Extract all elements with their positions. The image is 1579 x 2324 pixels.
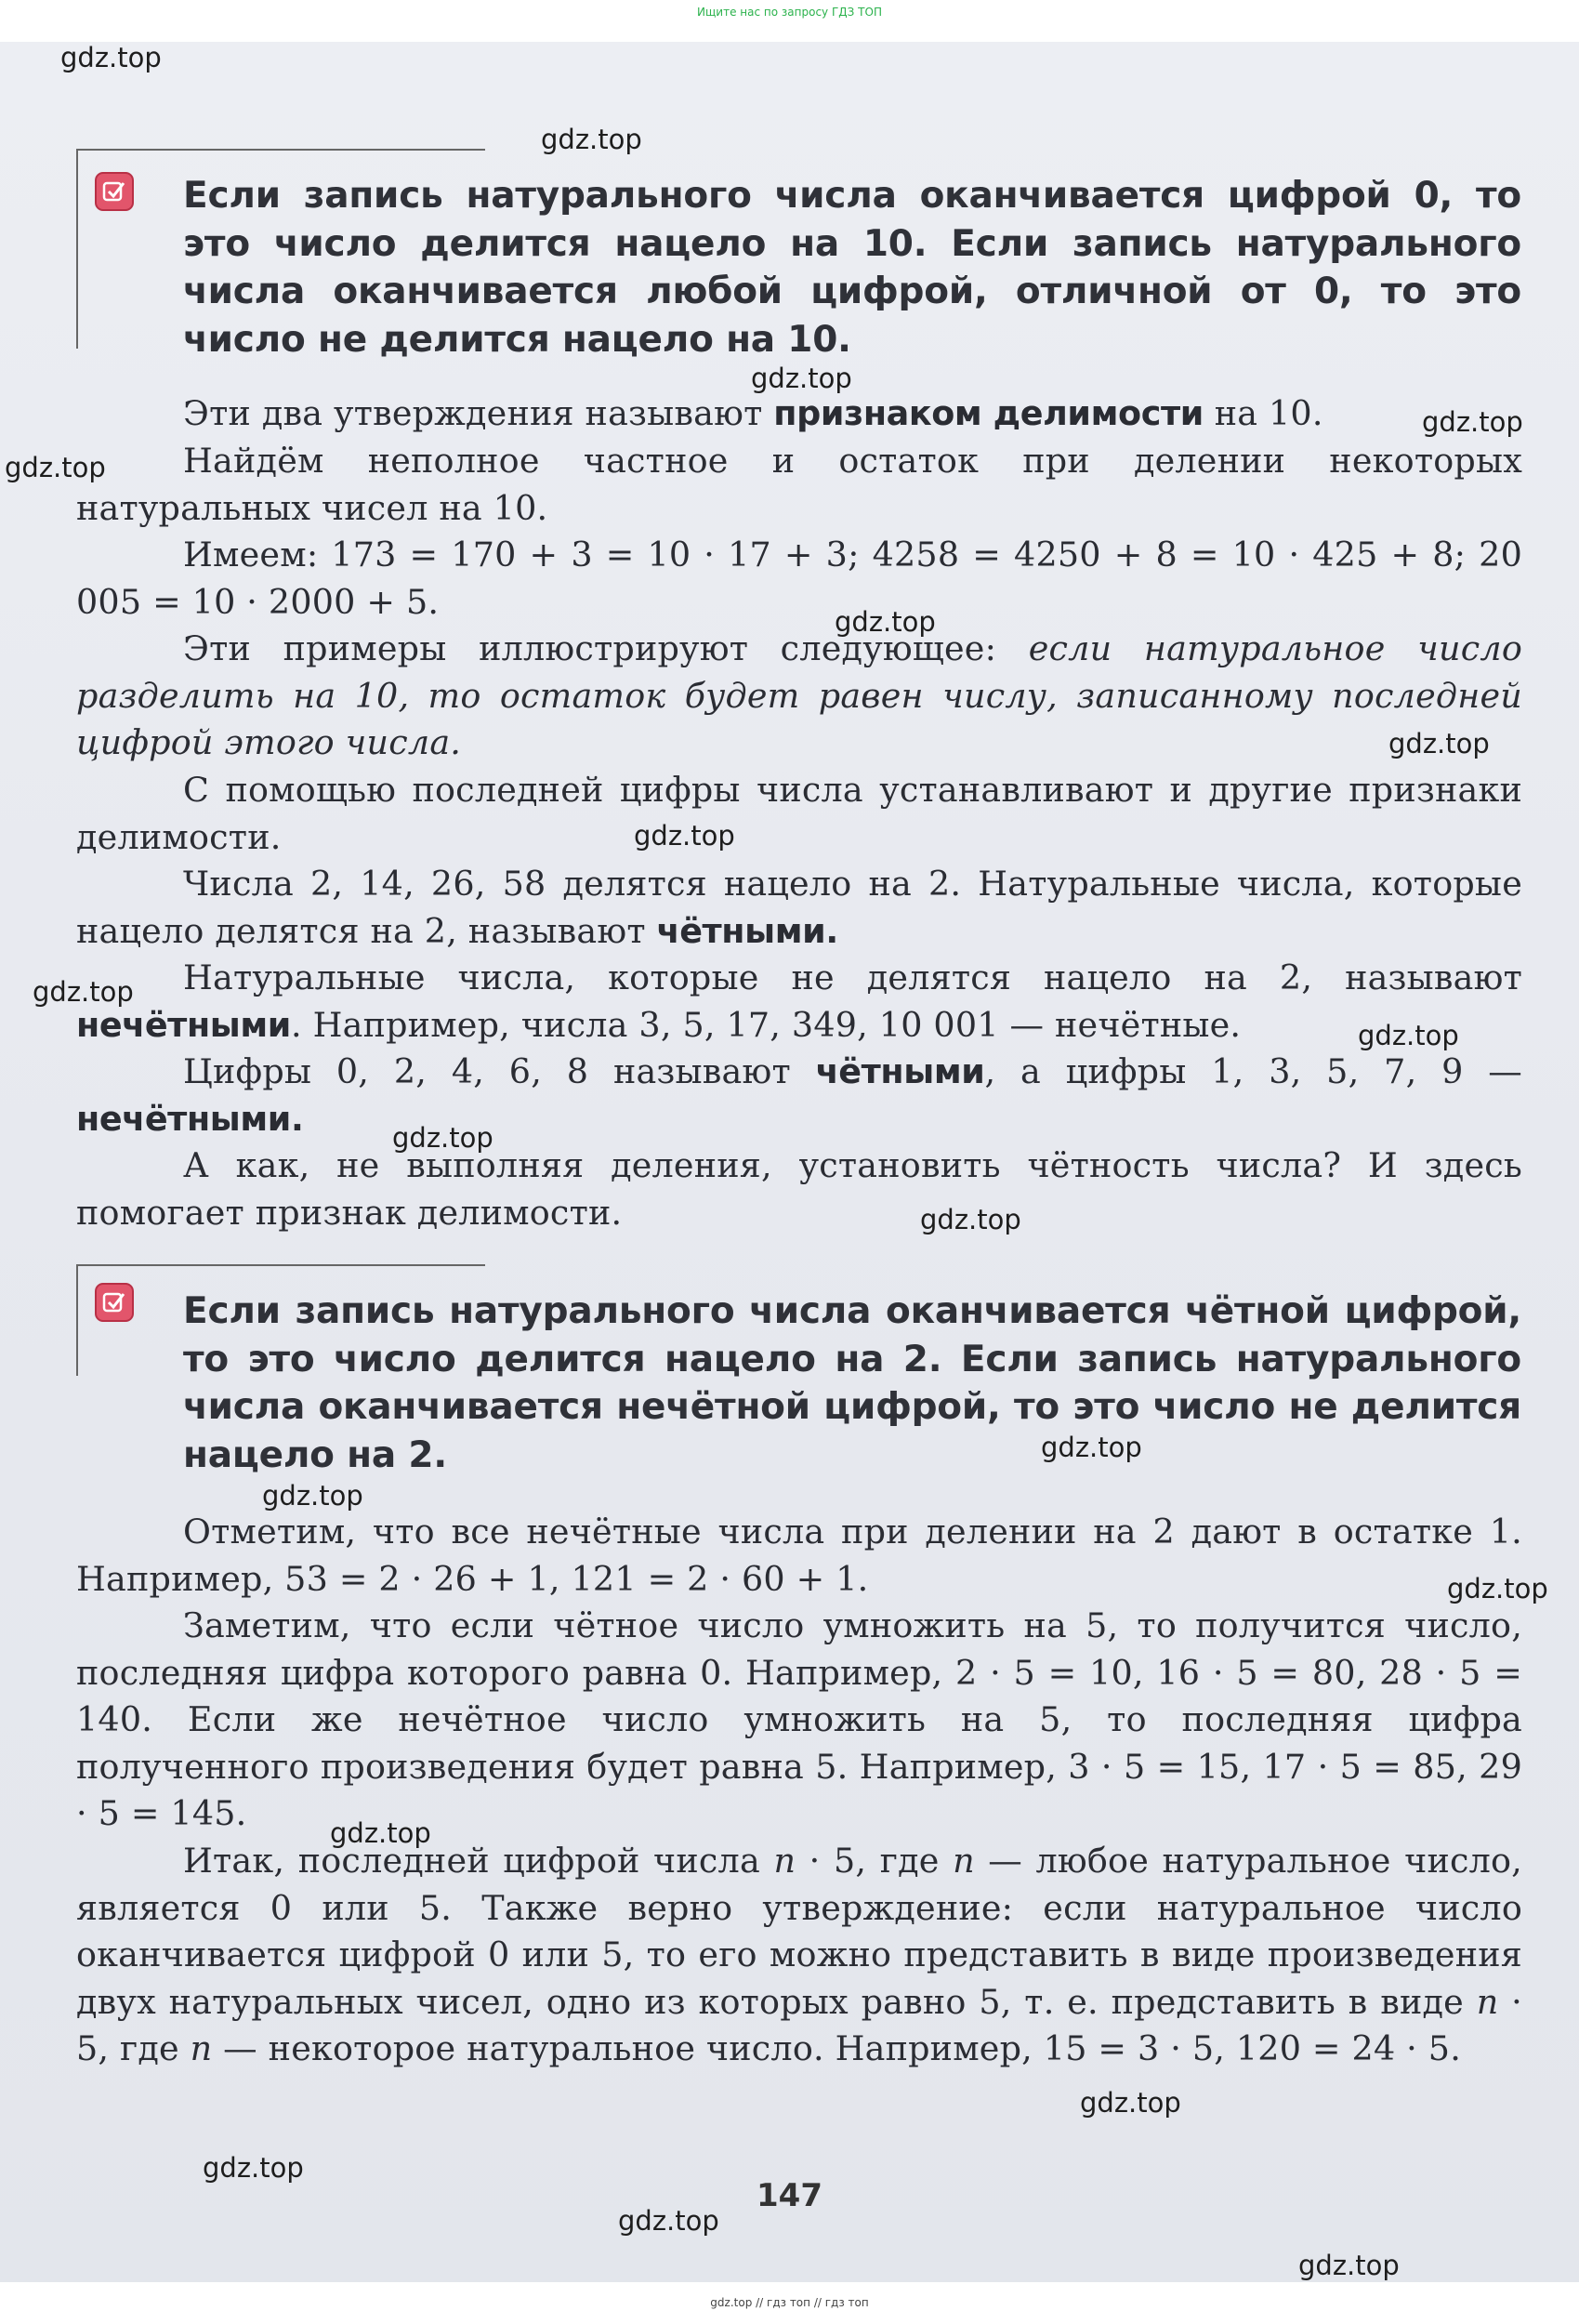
paragraph-examples: Имеем: 173 = 170 + 3 = 10 · 17 + 3; 4258 = 4250 + 8 = 10 · 425 + 8; 20 005 = 10 · 2000 + 5. xyxy=(76,535,1522,622)
paragraph-criterion-name: Эти два утверждения называют признаком делимости на 10. xyxy=(183,393,1323,433)
paragraph-remainder-rule: Эти примеры иллюстрируют следующее: если натуральное число разделить на 10, то остаток будет равен числу, записанному последней цифрой этого числа. xyxy=(76,628,1522,762)
watermark: gdz.top xyxy=(1080,2087,1181,2119)
watermark: gdz.top xyxy=(262,1480,363,1512)
rule-box-top-line xyxy=(76,149,485,151)
watermark: gdz.top xyxy=(634,820,735,852)
rule-check-icon xyxy=(95,172,134,211)
watermark: gdz.top xyxy=(1358,1020,1459,1051)
watermark: gdz.top xyxy=(541,124,642,155)
paragraph-even-numbers: Числа 2, 14, 26, 58 делятся нацело на 2. Натуральные числа, которые нацело делятся на 2, называют чётными. xyxy=(76,864,1522,951)
paragraph-other-criteria: С помощью последней цифры числа устанавливают и другие признаки делимости. xyxy=(76,770,1522,857)
paragraph-remainder-intro: Найдём неполное частное и остаток при делении некоторых натуральных чисел на 10. xyxy=(76,441,1522,528)
watermark: gdz.top xyxy=(1041,1432,1142,1463)
watermark: gdz.top xyxy=(1422,406,1523,438)
page-number: 147 xyxy=(757,2177,822,2214)
watermark: gdz.top xyxy=(1298,2250,1400,2281)
rule-text-divisibility-10: Если запись натурального числа оканчивается цифрой 0, то это число делится нацело на 10. Если запись натурального числа оканчивается любой цифрой, отличной от 0, то это число не делится нацело на 10. xyxy=(183,175,1521,361)
watermark: gdz.top xyxy=(33,976,134,1008)
paragraph-odd-remainder: Отметим, что все нечётные числа при делении на 2 дают в остатке 1. Например, 53 = 2 · 26 + 1, 121 = 2 · 60 + 1. xyxy=(76,1512,1522,1599)
watermark: gdz.top xyxy=(835,606,936,638)
paragraph-even-odd-digits: Цифры 0, 2, 4, 6, 8 называют чётными, а цифры 1, 3, 5, 7, 9 — нечётными. xyxy=(76,1051,1522,1139)
top-banner[interactable]: Ищите нас по запросу ГДЗ ТОП xyxy=(697,6,882,19)
watermark: gdz.top xyxy=(5,452,106,483)
rule-text-divisibility-2: Если запись натурального числа оканчивается чётной цифрой, то это число делится нацело на 2. Если запись натурального числа оканчивается нечётной цифрой, то это число не делится нацело на 2. xyxy=(183,1290,1521,1476)
rule-check-icon xyxy=(95,1283,134,1322)
paragraph-multiply-by-5: Заметим, что если чётное число умножить на 5, то получится число, последняя цифра которого равна 0. Например, 2 · 5 = 10, 16 · 5 = 80, 28 · 5 = 140. Если же нечётное число умножить на 5, то последняя цифра полученного произведения будет равна 5. Например, 3 · 5 = 15, 17 · 5 = 85, 29 · 5 = 145. xyxy=(76,1605,1522,1833)
watermark: gdz.top xyxy=(330,1817,431,1849)
watermark: gdz.top xyxy=(1388,728,1490,759)
watermark: gdz.top xyxy=(60,42,162,73)
paragraph-parity-question: А как, не выполняя деления, установить чётность числа? И здесь помогает признак делимости. xyxy=(76,1145,1522,1233)
rule-box-left-line xyxy=(76,149,78,349)
watermark: gdz.top xyxy=(203,2152,304,2184)
rule-box-left-line xyxy=(76,1264,78,1376)
watermark: gdz.top xyxy=(392,1122,493,1154)
watermark: gdz.top xyxy=(751,363,852,394)
bottom-banner[interactable]: gdz.top // гдз топ // гдз топ xyxy=(710,2296,869,2309)
watermark: gdz.top xyxy=(618,2205,719,2237)
watermark: gdz.top xyxy=(920,1204,1021,1235)
watermark: gdz.top xyxy=(1447,1573,1548,1604)
rule-box-top-line xyxy=(76,1264,485,1266)
paragraph-divisibility-5: Итак, последней цифрой числа n · 5, где n — любое натуральное число, является 0 или 5. Также верно утверждение: если натуральное число оканчивается цифрой 0 или 5, то его можно представить в виде произведения двух натуральных чисел, одно из которых равно 5, т. е. представить в виде n · 5, где n — некоторое натуральное число. Например, 15 = 3 · 5, 120 = 24 · 5. xyxy=(76,1841,1522,2068)
paragraph-odd-numbers: Натуральные числа, которые не делятся нацело на 2, называют нечётными. Например, числа 3, 5, 17, 349, 10 001 — нечётные. xyxy=(76,957,1522,1045)
